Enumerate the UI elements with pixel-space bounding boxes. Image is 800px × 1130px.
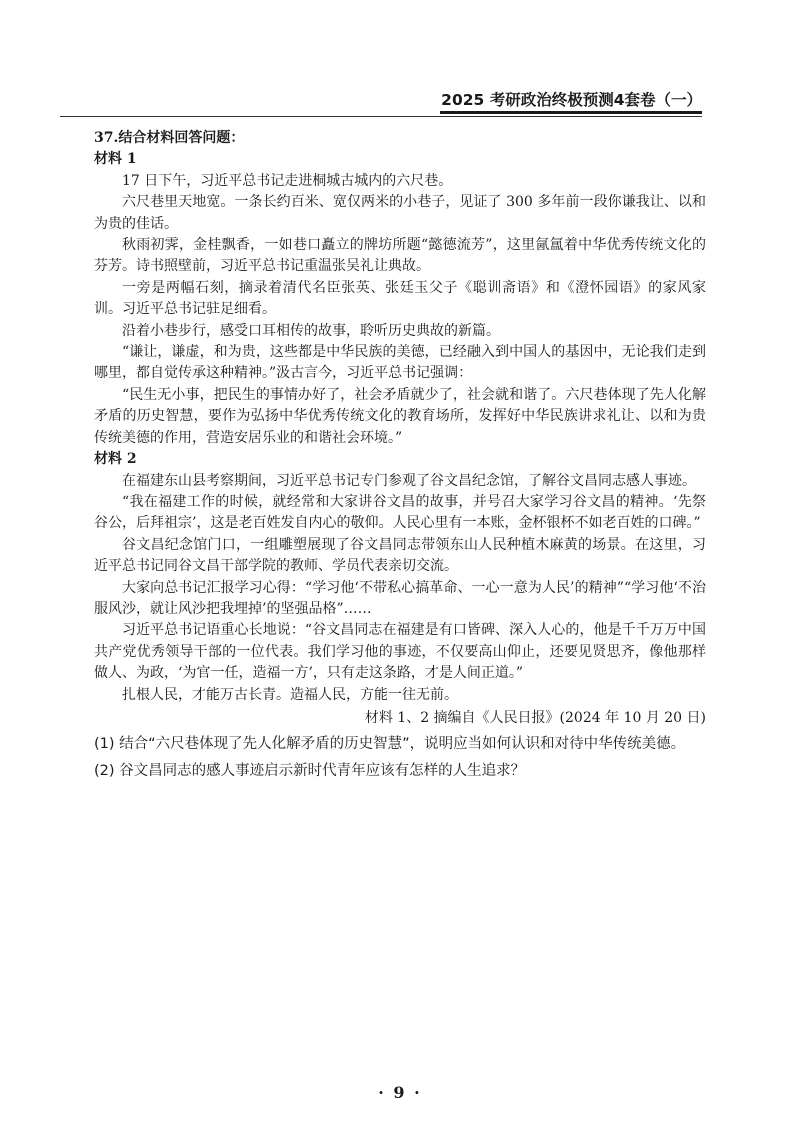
header-rule-thick	[440, 111, 702, 114]
material-1-paragraph: 六尺巷里天地宽。一条长约百米、宽仅两米的小巷子，见证了 300 多年前一段你谦我让、以和为贵的佳话。	[94, 194, 706, 232]
header-rule-thin	[60, 116, 702, 117]
material-2-paragraph: 扎根人民，才能万古长青。造福人民，方能一往无前。	[122, 686, 458, 703]
page-number: · 9 ·	[378, 1083, 422, 1102]
material-2-paragraph: 大家向总书记汇报学习心得：“学习他‘不带私心搞革命、一心一意为人民’的精神”“学习他‘不治服风沙，就让风沙把我埋掉’的坚强品格”……	[94, 579, 706, 617]
material-2-paragraph: 在福建东山县考察期间，习近平总书记专门参观了谷文昌纪念馆，了解谷文昌同志感人事迹。	[122, 472, 696, 489]
material-1-paragraph: 17 日下午，习近平总书记走进桐城古城内的六尺巷。	[122, 172, 453, 189]
question-title: 37.结合材料回答问题：	[94, 130, 245, 146]
question-content	[94, 128, 706, 782]
material-2-paragraph: 习近平总书记语重心长地说：“谷文昌同志在福建是有口皆碑、深入人心的，他是千千万万中国共产党优秀领导干部的一位代表。我们学习他的事迹，不仅要高山仰止，还要见贤思齐，像他那样做人、为政，‘为官一任，造福一方’，只有走这条路，才是人间正道。”	[94, 622, 706, 682]
material-1-paragraph: “谦让，谦虚，和为贵，这些都是中华民族的美德，已经融入到中国人的基因中，无论我们走到哪里，都自觉传承这种精神。”汲古言今，习近平总书记强调：	[94, 344, 706, 382]
material-1-paragraph: 秋雨初霁，金桂飘香，一如巷口矗立的牌坊所题“懿德流芳”，这里氤氲着中华优秀传统文化的芬芳。诗书照壁前，习近平总书记重温张吴礼让典故。	[94, 237, 706, 275]
material-source: 材料 1、2 摘编自《人民日报》(2024 年 10 月 20 日)	[364, 709, 706, 726]
sub-question-1: (1) 结合“六尺巷体现了先人化解矛盾的历史智慧”，说明应当如何认识和对待中华传统美德。	[94, 736, 686, 753]
material-2-label: 材料 2	[94, 451, 137, 468]
material-1-paragraph: “民生无小事，把民生的事情办好了，社会矛盾就少了，社会就和谐了。六尺巷体现了先人化解矛盾的历史智慧，要作为弘扬中华优秀传统文化的教育场所，发挥好中华民族讲求礼让、以和为贵传统美德的作用，营造安居乐业的和谐社会环境。”	[94, 386, 706, 446]
material-1-label: 材料 1	[94, 151, 137, 168]
material-1-paragraph: 一旁是两幅石刻，摘录着清代名臣张英、张廷玉父子《聪训斋语》和《澄怀园语》的家风家训。习近平总书记驻足细看。	[94, 279, 706, 318]
exam-header-title: 2025 考研政治终极预测4套卷（一）	[441, 91, 702, 109]
sub-question-2: (2) 谷文昌同志的感人事迹启示新时代青年应该有怎样的人生追求？	[94, 762, 526, 779]
material-2-paragraph: “我在福建工作的时候，就经常和大家讲谷文昌的故事，并号召大家学习谷文昌的精神。‘先祭谷公，后拜祖宗’，这是老百姓发自内心的敬仰。人民心里有一本账，金杯银杯不如老百姓的口碑。”	[94, 493, 706, 532]
material-2-paragraph: 谷文昌纪念馆门口，一组雕塑展现了谷文昌同志带领东山人民种植木麻黄的场景。在这里，习近平总书记同谷文昌干部学院的教师、学员代表亲切交流。	[94, 536, 706, 575]
material-1-paragraph: 沿着小巷步行，感受口耳相传的故事，聆听历史典故的新篇。	[122, 322, 500, 339]
